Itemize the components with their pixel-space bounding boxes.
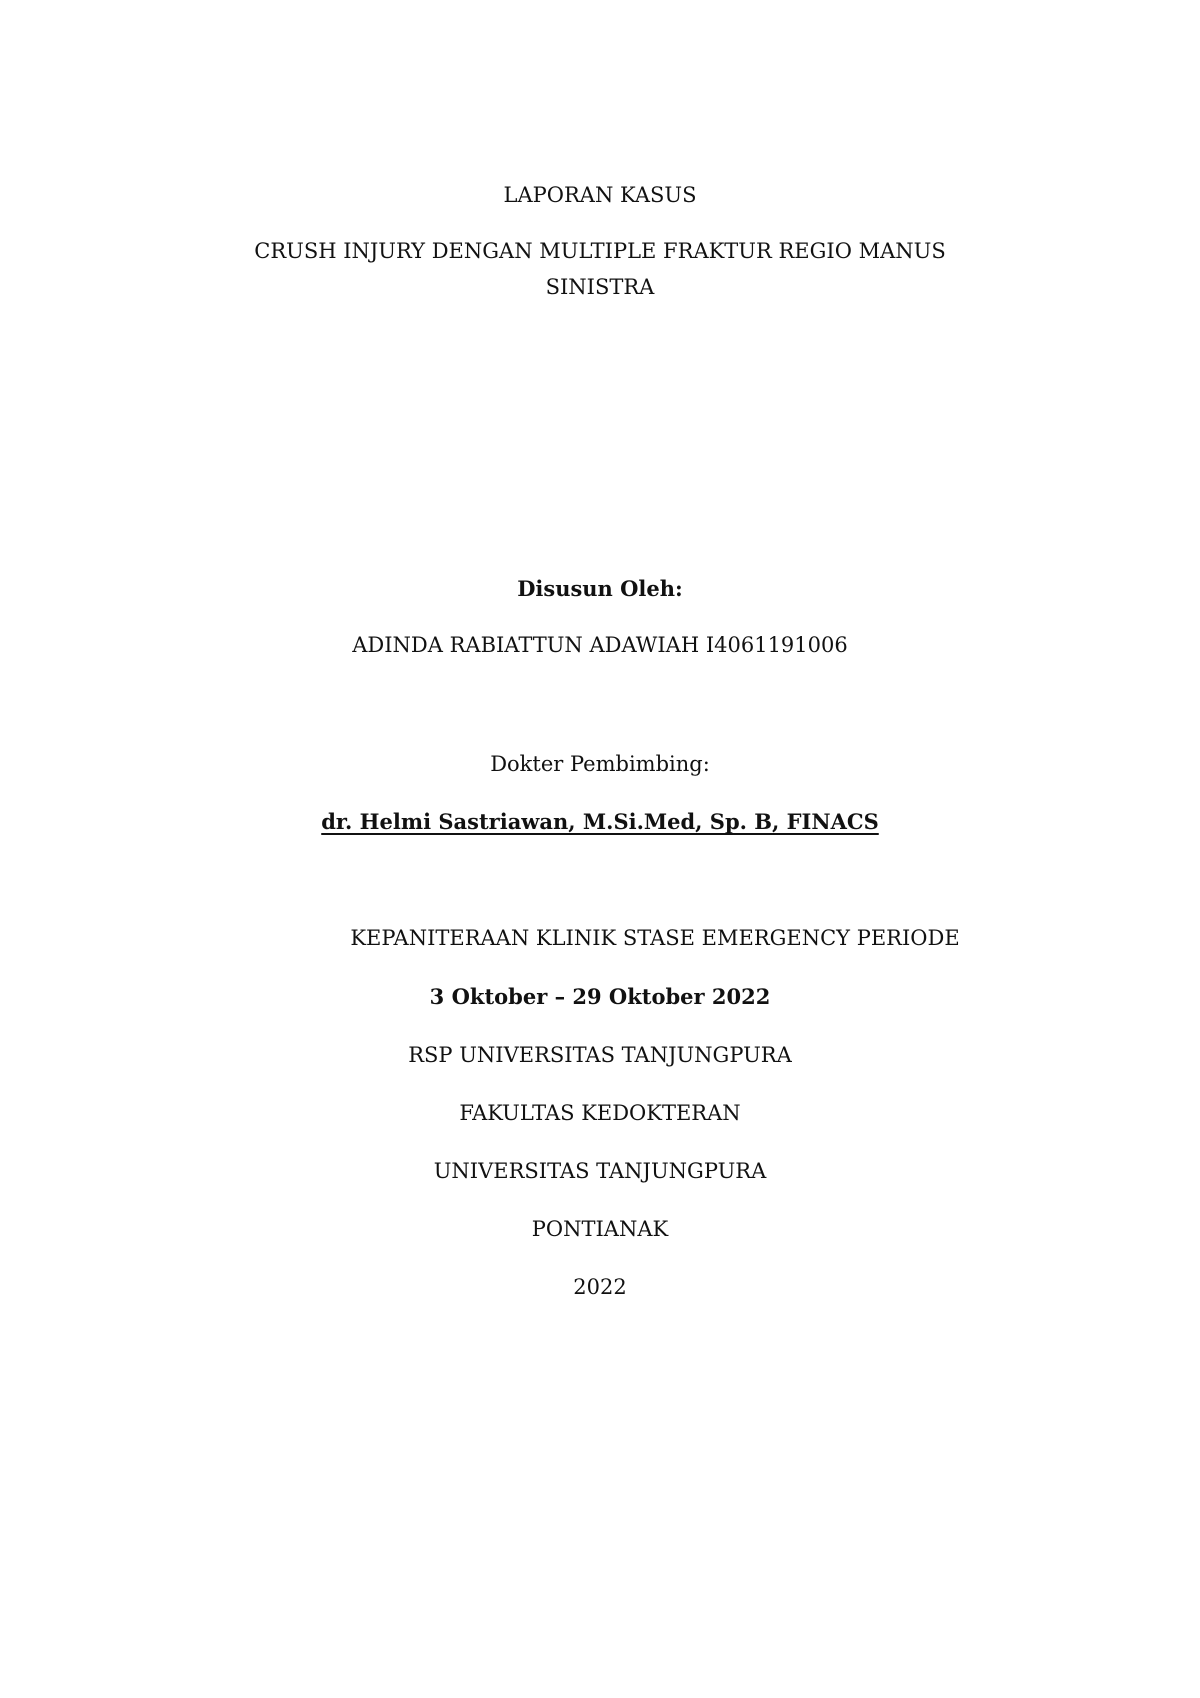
hospital-name: RSP UNIVERSITAS TANJUNGPURA	[408, 1043, 792, 1067]
report-title-line-2: SINISTRA	[545, 275, 655, 299]
faculty-name: FAKULTAS KEDOKTERAN	[459, 1101, 741, 1125]
author-name: ADINDA RABIATTUN ADAWIAH I4061191006	[352, 633, 848, 657]
period: 3 Oktober – 29 Oktober 2022	[429, 984, 771, 1009]
university-name: UNIVERSITAS TANJUNGPURA	[433, 1159, 767, 1183]
supervisor-name-wrap	[0, 807, 1200, 837]
program-title: KEPANITERAAN KLINIK STASE EMERGENCY PERIODE	[350, 926, 960, 950]
report-title-line-1: CRUSH INJURY DENGAN MULTIPLE FRAKTUR REGIO MANUS	[254, 239, 946, 263]
author-label: Disusun Oleh:	[517, 576, 683, 601]
supervisor-label: Dokter Pembimbing:	[490, 752, 710, 776]
year: 2022	[573, 1275, 627, 1299]
report-type: LAPORAN KASUS	[503, 183, 697, 207]
city: PONTIANAK	[531, 1217, 669, 1241]
supervisor-name: dr. Helmi Sastriawan, M.Si.Med, Sp. B, FINACS	[321, 809, 879, 834]
